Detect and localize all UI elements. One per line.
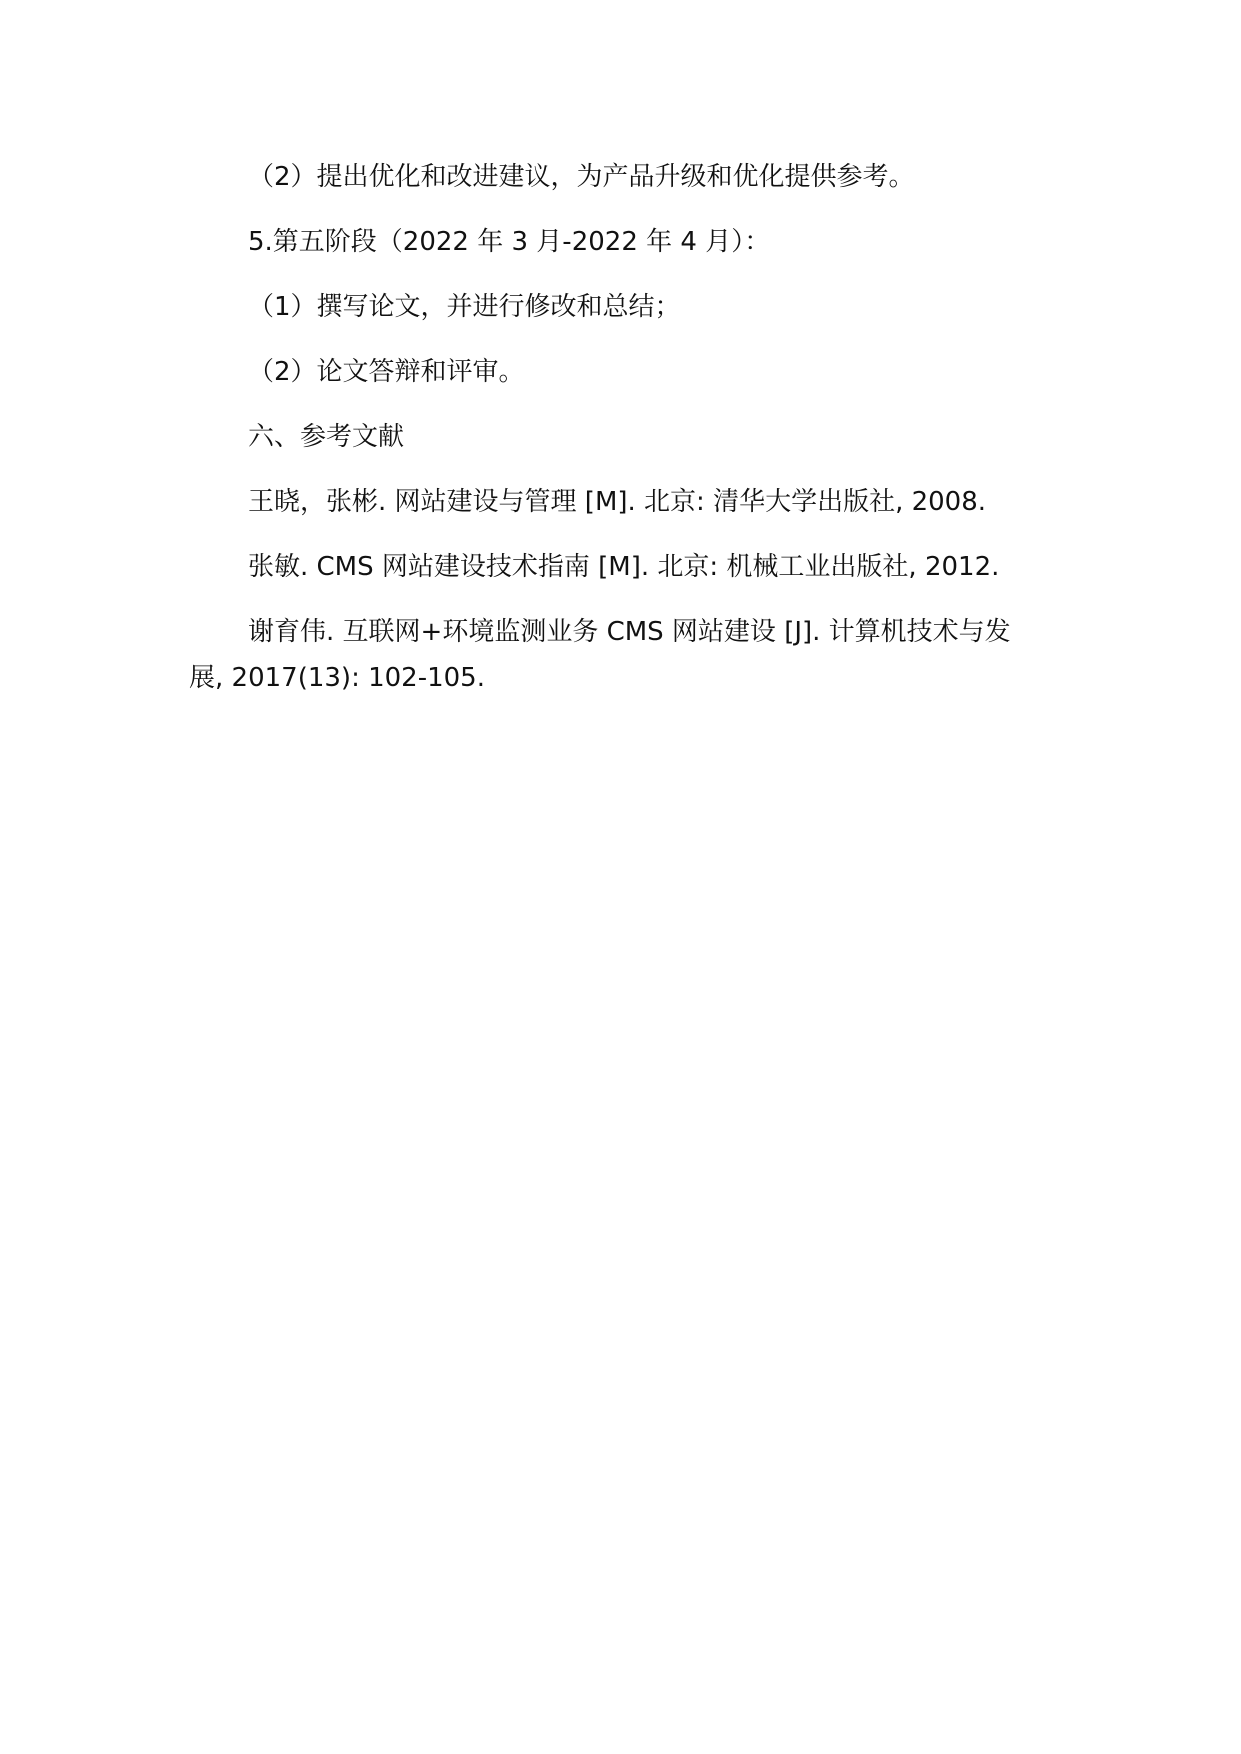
paragraph-phase5-heading: 5.第五阶段（2022 年 3 月-2022 年 4 月）： [248,227,771,257]
reference-entry-3-continuation: 展, 2017(13): 102-105. [189,663,485,693]
reference-entry-2: 张敏. CMS 网站建设技术指南 [M]. 北京: 机械工业出版社, 2012. [248,552,1000,582]
paragraph-phase4-item2: （2）提出优化和改进建议，为产品升级和优化提供参考。 [248,162,915,192]
reference-entry-1: 王晓，张彬. 网站建设与管理 [M]. 北京: 清华大学出版社, 2008. [248,487,987,517]
reference-entry-3: 谢育伟. 互联网+环境监测业务 CMS 网站建设 [J]. 计算机技术与发 [248,617,1011,647]
paragraph-phase5-item1: （1）撰写论文，并进行修改和总结； [248,292,681,322]
section-heading-references: 六、参考文献 [248,422,405,452]
paragraph-phase5-item2: （2）论文答辩和评审。 [248,357,525,387]
